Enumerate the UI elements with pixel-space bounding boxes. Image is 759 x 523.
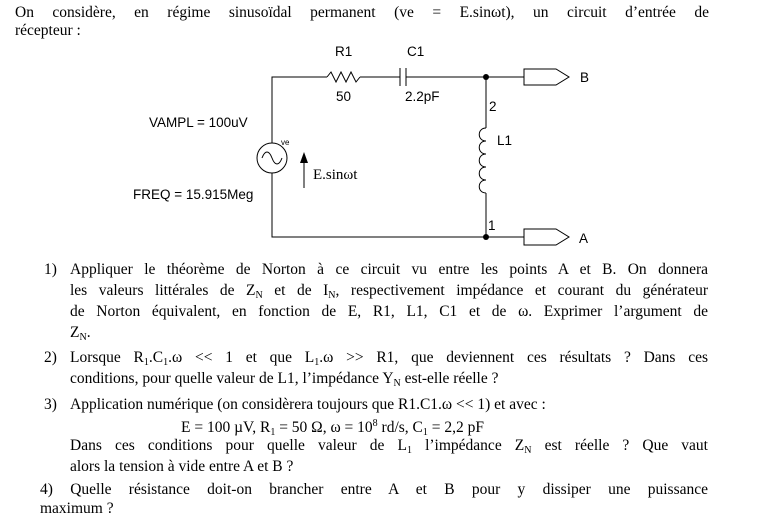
- c1-value: 2.2pF: [405, 89, 440, 104]
- wire-top-left: [272, 77, 327, 128]
- q3-line-2: E = 100 µV, $R_1 = 50$ Ω, $\omega = 10^8$ rd/s, $C_1 = 2,2$ pF: [181, 418, 484, 438]
- q3-line-3: Dans ces conditions pour quelle valeur de $L_1$ l’impédance $Z_N$ est réelle ? Que vaut: [70, 437, 708, 456]
- q1-line-2: les valeurs littérales de $Z_N$ et de $I_N$, respectivement impédance et courant du générateur: [70, 282, 708, 301]
- q1-line-4: $Z_N$.: [70, 324, 91, 343]
- q1-line-3: de Norton équivalent, en fonction de E, R1, L1, C1 et de ω. Exprimer l’argument de: [70, 303, 708, 320]
- port-b-symbol: [524, 69, 569, 85]
- port-b-label: B: [580, 70, 590, 85]
- port-a-symbol: [524, 229, 569, 245]
- port-a-label: A: [579, 231, 589, 246]
- node-2-label: 2: [489, 99, 497, 114]
- q4-line-1: 4) Quelle résistance doit-on brancher entre A et B pour y dissiper une puissance: [40, 481, 708, 498]
- node-1-label: 1: [488, 218, 496, 233]
- intro-line-2: récepteur :: [15, 22, 81, 39]
- r1-label: R1: [335, 44, 353, 59]
- q4-line-2: maximum ?: [40, 500, 114, 517]
- inductor-l1-symbol: [479, 128, 486, 193]
- r1-value: 50: [336, 89, 352, 104]
- q3-line-1: Application numérique (on considèrera toujours que R1.C1.ω << 1) et avec :: [70, 396, 546, 413]
- l1-label: L1: [497, 133, 513, 148]
- vampl-label: VAMPL = 100uV: [149, 115, 248, 130]
- voltage-arrow-head: [300, 152, 308, 163]
- q2-number: 2): [44, 349, 57, 366]
- node-top-dot: [483, 74, 489, 80]
- source-expression: E.sinωt: [313, 167, 358, 183]
- source-sine: [262, 152, 282, 164]
- c1-label: C1: [407, 44, 425, 59]
- source-ve-label: ve: [281, 138, 290, 147]
- intro-line-1: On considère, en régime sinusoïdal permanent (ve = E.sinωt), un circuit d’entrée de: [15, 4, 709, 21]
- freq-label: FREQ = 15.915Meg: [133, 187, 254, 202]
- q3-line-4: alors la tension à vide entre A et B ?: [70, 458, 294, 475]
- resistor-r1-symbol: [327, 72, 360, 82]
- q1-number: 1): [44, 261, 57, 278]
- q2-line-2: conditions, pour quelle valeur de L1, l’impédance $Y_N$ est-elle réelle ?: [70, 370, 499, 389]
- q1-line-1: Appliquer le théorème de Norton à ce circuit vu entre les points A et B. On donnera: [70, 261, 708, 278]
- node-bottom-dot: [483, 234, 489, 240]
- q2-line-1: Lorsque $R_1.C_1.\omega << 1$ et que $L_1.\omega >> R1$, que deviennent ces résultats ? Dans ces: [70, 349, 708, 368]
- q3-number: 3): [44, 396, 57, 413]
